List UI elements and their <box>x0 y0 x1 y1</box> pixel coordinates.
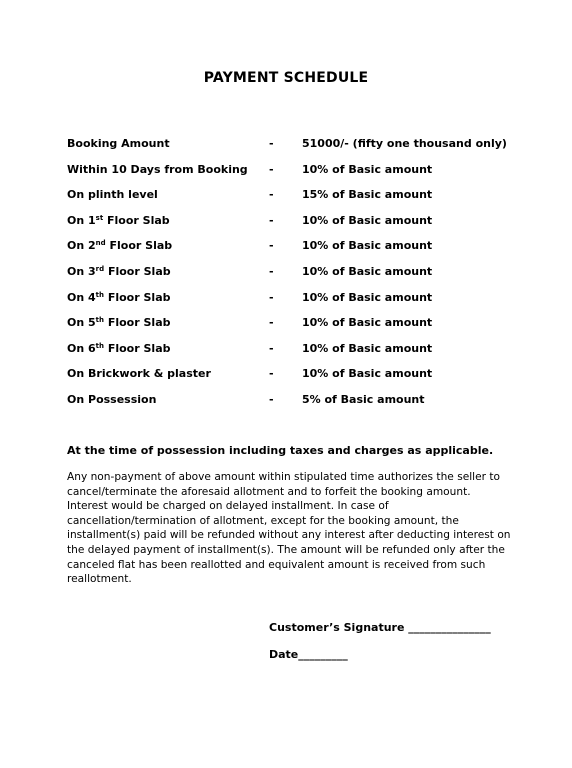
terms-line: cancellation/termination of allotment, except for the booking amount, the <box>67 514 459 527</box>
schedule-row <box>67 238 527 264</box>
payment-schedule-list <box>67 136 527 418</box>
stage-label: On 6th Floor Slab <box>67 341 171 355</box>
separator-dash: - <box>269 316 274 330</box>
schedule-row <box>67 341 527 367</box>
terms-line: reallotment. <box>67 573 132 586</box>
amount-value: 10% of Basic amount <box>302 367 433 381</box>
schedule-row <box>67 366 527 392</box>
document-title: PAYMENT SCHEDULE <box>203 70 369 86</box>
separator-dash: - <box>269 213 274 227</box>
schedule-row <box>67 187 527 213</box>
amount-value: 10% of Basic amount <box>302 264 433 278</box>
schedule-row <box>67 264 527 290</box>
schedule-row <box>67 392 527 418</box>
separator-dash: - <box>269 264 274 278</box>
terms-line: canceled flat has been reallotted and equivalent amount is received from such <box>67 558 486 571</box>
terms-paragraph <box>67 470 511 587</box>
possession-note: At the time of possession including taxes and charges as applicable. <box>67 444 494 457</box>
separator-dash: - <box>269 162 274 176</box>
stage-label: On Possession <box>67 392 157 406</box>
separator-dash: - <box>269 137 274 150</box>
amount-value: 51000/- (fifty one thousand only) <box>302 137 507 150</box>
stage-label: On 2nd Floor Slab <box>67 239 173 253</box>
schedule-row <box>67 213 527 239</box>
stage-label: On Brickwork & plaster <box>67 367 211 381</box>
amount-value: 10% of Basic amount <box>302 341 433 355</box>
amount-value: 15% of Basic amount <box>302 188 433 202</box>
date-line: Date_________ <box>269 648 348 661</box>
separator-dash: - <box>269 290 274 304</box>
stage-label: Booking Amount <box>67 137 170 150</box>
terms-line: Any non-payment of above amount within stipulated time authorizes the seller to <box>67 471 500 483</box>
stage-label: On 4th Floor Slab <box>67 290 171 304</box>
amount-value: 5% of Basic amount <box>302 392 425 406</box>
terms-line: installment(s) paid will be refunded without any interest after deducting interest on <box>67 529 511 542</box>
terms-line: Interest would be charged on delayed installment. In case of <box>67 500 389 513</box>
stage-label: On plinth level <box>67 188 158 202</box>
separator-dash: - <box>269 188 274 202</box>
amount-value: 10% of Basic amount <box>302 213 433 227</box>
schedule-row <box>67 162 527 188</box>
amount-value: 10% of Basic amount <box>302 162 433 176</box>
terms-line: cancel/terminate the aforesaid allotment and to forfeit the booking amount. <box>67 485 471 498</box>
schedule-row <box>67 136 527 162</box>
stage-label: On 1st Floor Slab <box>67 213 170 227</box>
amount-value: 10% of Basic amount <box>302 290 433 304</box>
separator-dash: - <box>269 367 274 381</box>
separator-dash: - <box>269 392 274 406</box>
stage-label: On 5th Floor Slab <box>67 316 171 330</box>
stage-label: On 3rd Floor Slab <box>67 264 171 278</box>
amount-value: 10% of Basic amount <box>302 239 433 253</box>
amount-value: 10% of Basic amount <box>302 316 433 330</box>
separator-dash: - <box>269 341 274 355</box>
customer-signature-line: Customer’s Signature _______________ <box>269 621 491 634</box>
terms-line: the delayed payment of installment(s). The amount will be refunded only after the <box>67 543 505 556</box>
stage-label: Within 10 Days from Booking <box>67 162 248 176</box>
schedule-row <box>67 290 527 316</box>
schedule-row <box>67 315 527 341</box>
separator-dash: - <box>269 239 274 253</box>
